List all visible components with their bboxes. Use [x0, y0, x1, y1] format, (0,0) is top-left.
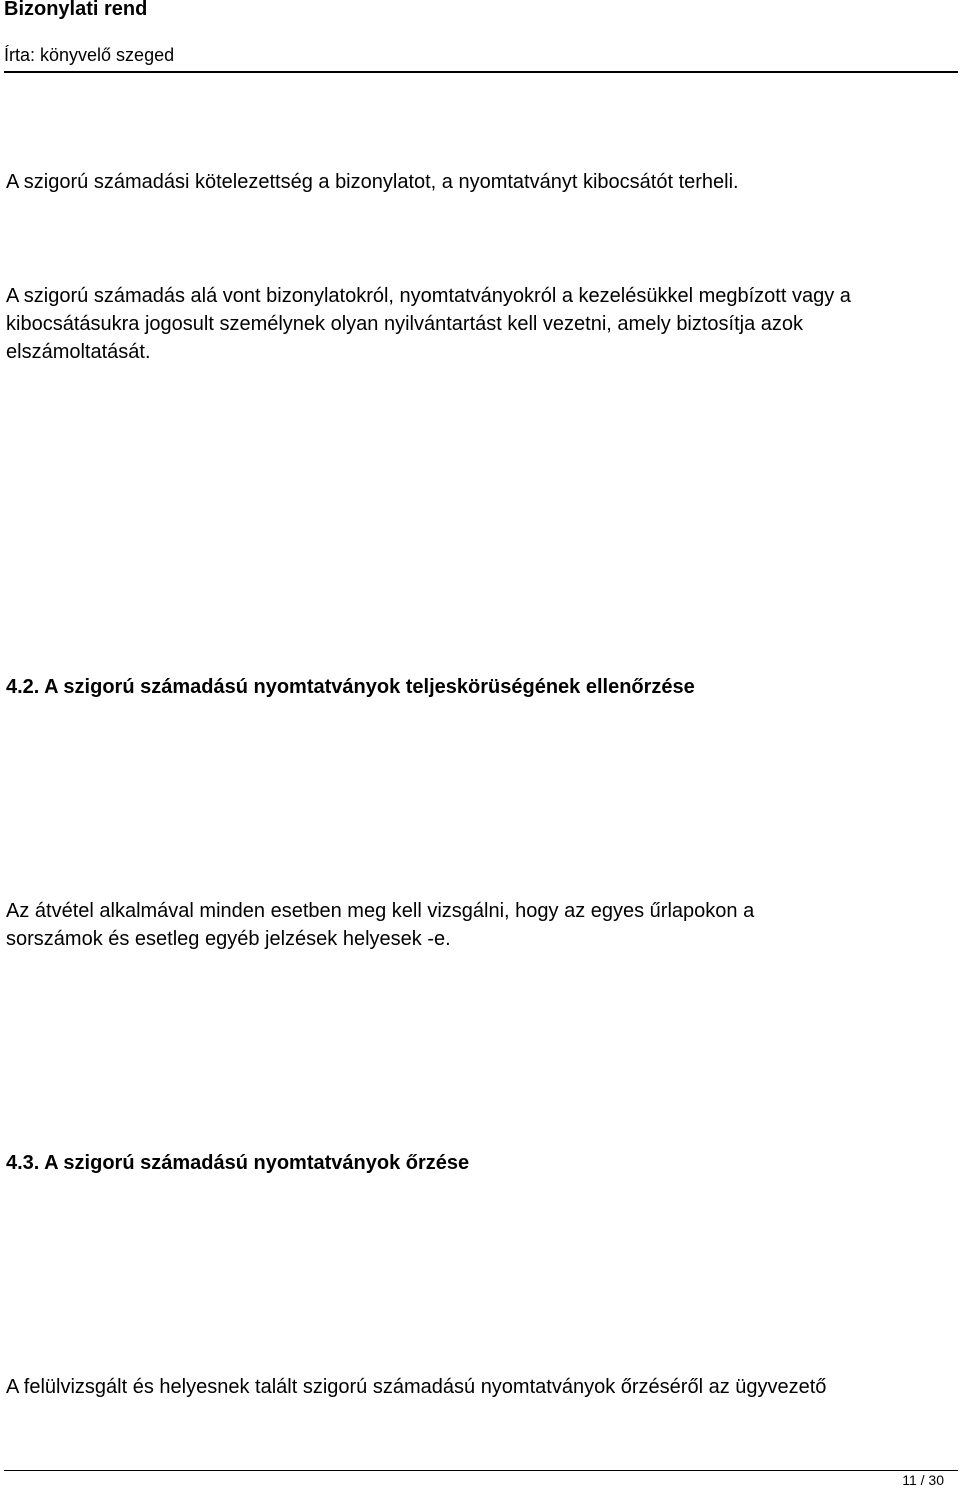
section-heading-4-3: 4.3. A szigorú számadású nyomtatványok őrzése [6, 1152, 470, 1174]
paragraph-3 [6, 897, 946, 953]
paragraph-4 [6, 1373, 946, 1401]
section-heading-4-2: 4.2. A szigorú számadású nyomtatványok teljeskörüségének ellenőrzése [6, 676, 695, 698]
paragraph-2-line-2: kibocsátásukra jogosult személynek olyan nyilvántartást kell vezetni, amely biztosítja azok [6, 313, 804, 335]
page-number: 11 / 30 [902, 1472, 944, 1488]
paragraph-4-line-1: A felülvizsgált és helyesnek talált szigorú számadású nyomtatványok őrzéséről az ügyvezető [6, 1376, 827, 1398]
paragraph-2-line-3: elszámoltatását. [6, 341, 151, 363]
document-title: Bizonylati rend [4, 0, 148, 20]
footer-divider [4, 1470, 958, 1471]
header-divider [4, 71, 958, 73]
paragraph-2-line-1: A szigorú számadás alá vont bizonylatokról, nyomtatványokról a kezelésükkel megbízott vagy a [6, 285, 851, 307]
paragraph-1 [6, 168, 946, 196]
author-line: Írta: könyvelő szeged [4, 45, 175, 65]
paragraph-3-line-1: Az átvétel alkalmával minden esetben meg kell vizsgálni, hogy az egyes űrlapokon a [6, 900, 755, 922]
paragraph-1-line-1: A szigorú számadási kötelezettség a bizonylatot, a nyomtatványt kibocsátót terheli. [6, 171, 739, 193]
paragraph-3-line-2: sorszámok és esetleg egyéb jelzések helyesek -e. [6, 928, 451, 950]
paragraph-2 [6, 282, 946, 366]
